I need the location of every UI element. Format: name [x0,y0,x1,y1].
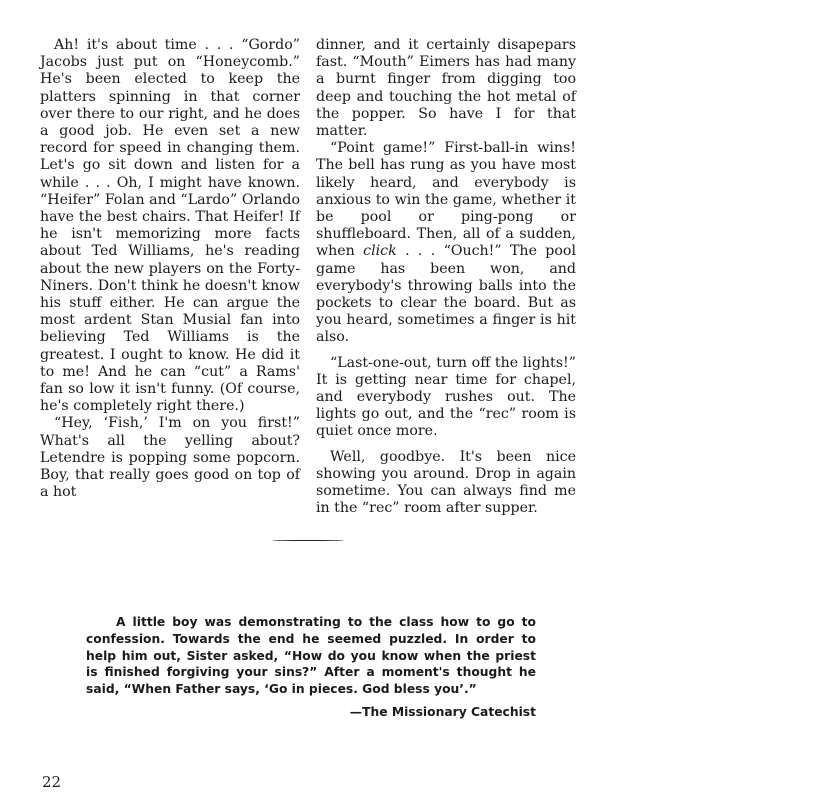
paragraph-text: “Point game!” First-ball-in wins! The bell has rung as you have most likely heard, and everybody is anxious to win the game, whether it be pool or ping-pong or shuffleboard. Then, all of a sudden, when [316,140,576,260]
left-column [40,37,300,501]
paragraph: Well, goodbye. It's been nice showing you around. Drop in again sometime. You can always find me in the “rec” room after supper. [316,448,576,517]
paragraph: Ah! it's about time . . . “Gordo” Jacobs just put on “Honeycomb.” He's been elected to keep the platters spinning in that corner over there to our right, and he does a good job. He even set a new record for speed in changing them. Let's go sit down and listen for a while . . . Oh, I might have known. “Heifer” Folan and “Lardo” Orlando have the best chairs. That Heifer! If he isn't memorizing more facts about Ted Williams, he's reading about the new players on the Forty-Niners. Don't think he doesn't know his stuff either. He can argue the most ardent Stan Musial fan into believing Ted Williams is the greatest. I ought to know. He did it to me! And he can “cut” a Rams' fan so low it isn't funny. (Of course, he's completely right there.) [40,37,300,415]
paragraph: dinner, and it certainly disapepars fast. “Mouth” Eimers has had many a burnt finger from digging too deep and touching the hot metal of the popper. So have I for that matter. [316,37,576,140]
paragraph: “Last-one-out, turn off the lights!” It is getting near time for chapel, and everybody rushes out. The lights go out, and the “rec” room is quiet once more. [316,354,576,440]
right-column [316,37,576,517]
paragraph: “Hey, ‘Fish,’ I'm on you first!” What's all the yelling about? Letendre is popping some popcorn. Boy, that really goes good on top of a hot [40,415,300,501]
section-divider [272,540,344,541]
paragraph [316,140,576,346]
page-number: 22 [42,773,62,791]
paragraph-text: . . . “Ouch!” The pool game has been won, and everybody's throwing balls into the pockets to clear the board. But as you heard, sometimes a finger is hit also. [316,243,576,346]
filler-source: —The Missionary Catechist [349,704,536,719]
filler-anecdote [86,614,536,721]
filler-text: A little boy was demonstrating to the class how to go to confession. Towards the end he seemed puzzled. In order to help him out, Sister asked, “How do you know when the priest is finished forgiving your sins?” After a moment's thought he said, “When Father says, ‘Go in pieces. God bless you’.” [86,615,536,697]
italic-word: click [363,243,397,260]
